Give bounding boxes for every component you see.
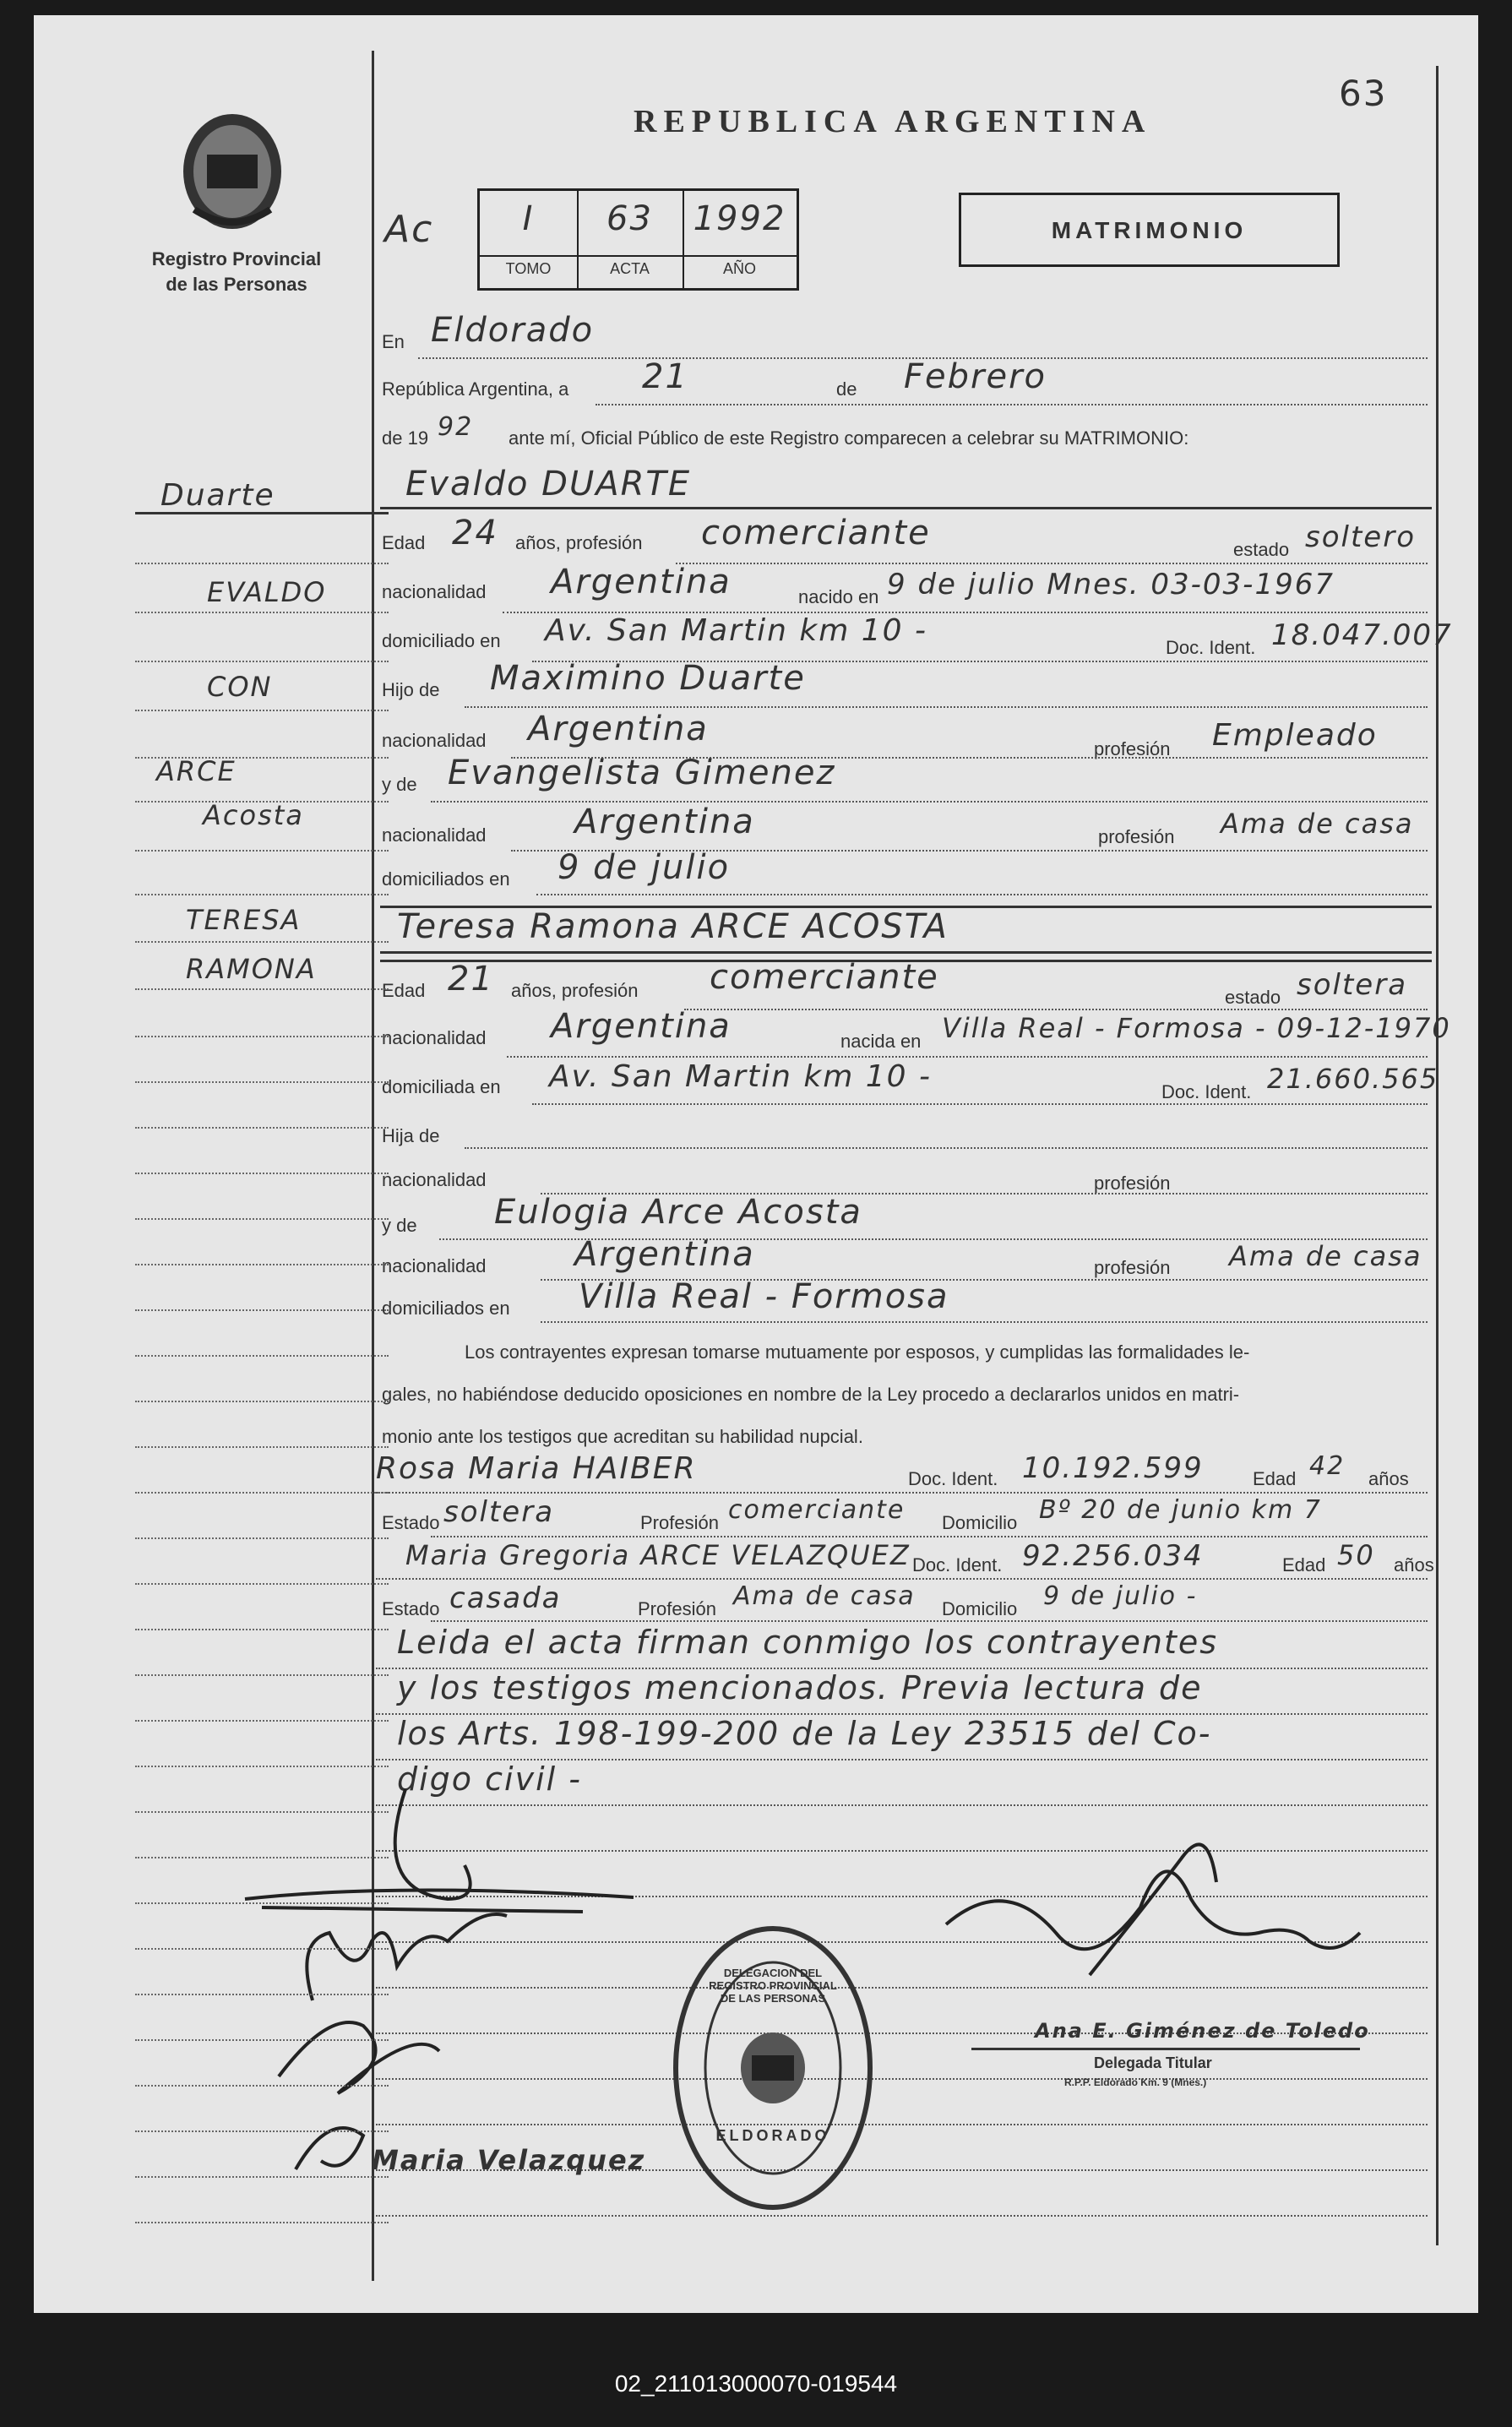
groom-estado-label: estado bbox=[1233, 539, 1290, 560]
witness2-estado: casada bbox=[449, 1581, 562, 1615]
groom-madre: Evangelista Gimenez bbox=[448, 754, 836, 792]
closing-line1: Leida el acta firman conmigo los contrayentes bbox=[397, 1624, 1219, 1661]
acta-label: ACTA bbox=[610, 260, 650, 277]
bride-estado: soltera bbox=[1297, 968, 1408, 1002]
acta-value: 63 bbox=[606, 199, 653, 238]
officer-title: Delegada Titular bbox=[1094, 2054, 1212, 2071]
act-type: MATRIMONIO bbox=[1051, 217, 1248, 243]
en-label: En bbox=[382, 331, 405, 352]
registry-name-line1: Registro Provincial bbox=[151, 248, 322, 269]
act-number-box bbox=[477, 188, 799, 291]
witness2-edad-label: Edad bbox=[1282, 1554, 1326, 1575]
year-prefix: de 19 bbox=[382, 427, 429, 449]
groom-edad: 24 bbox=[452, 514, 498, 552]
ano-value: 1992 bbox=[693, 199, 786, 238]
margin-name-groom: EVALDO bbox=[207, 576, 327, 608]
officer-signature bbox=[938, 1806, 1411, 2026]
groom-dom-label: domiciliado en bbox=[382, 630, 501, 651]
declaration-line1: Los contrayentes expresan tomarse mutuamente por esposos, y cumplidas las formalidades le- bbox=[465, 1341, 1250, 1363]
bride-nacionalidad: Argentina bbox=[551, 1007, 732, 1046]
groom-profesion: comerciante bbox=[701, 514, 931, 552]
groom-padre: Maximino Duarte bbox=[490, 659, 806, 698]
witness1-anos-label: años bbox=[1368, 1468, 1409, 1489]
witness-signature-text: Maria Velazquez bbox=[372, 2144, 646, 2176]
tomo-value: I bbox=[522, 199, 535, 238]
groom-padre-nac: Argentina bbox=[528, 710, 709, 748]
bride-hija-label: Hija de bbox=[382, 1125, 440, 1146]
witness2-estado-label: Estado bbox=[382, 1598, 440, 1619]
bride-dom-label: domiciliada en bbox=[382, 1076, 501, 1097]
closing-line4: digo civil - bbox=[397, 1760, 582, 1798]
bride-madre-nac: Argentina bbox=[574, 1235, 755, 1274]
groom-padres-dom-label: domiciliados en bbox=[382, 868, 510, 890]
witness1-dom: Bº 20 de junio km 7 bbox=[1039, 1495, 1322, 1525]
republica-label: República Argentina, a bbox=[382, 378, 569, 400]
margin-con: CON bbox=[207, 671, 273, 703]
groom-doc: 18.047.007 bbox=[1271, 618, 1453, 652]
bride-edad-label: Edad bbox=[382, 980, 426, 1001]
bride-nac-label: nacionalidad bbox=[382, 1027, 487, 1048]
de-label: de bbox=[836, 378, 857, 400]
bride-doc: 21.660.565 bbox=[1267, 1063, 1439, 1095]
groom-nacido: 9 de julio Mnes. 03-03-1967 bbox=[887, 568, 1335, 601]
witness2-doc-label: Doc. Ident. bbox=[912, 1554, 1003, 1575]
bride-domicilio: Av. San Martin km 10 - bbox=[549, 1059, 932, 1094]
bride-padre-nac-label: nacionalidad bbox=[382, 1169, 487, 1190]
declaration-line2: gales, no habiéndose deducido oposiciones en nombre de la Ley procedo a declararlos unidos en matri- bbox=[382, 1384, 1240, 1405]
groom-yde-label: y de bbox=[382, 774, 417, 795]
bride-madre-nac-label: nacionalidad bbox=[382, 1255, 487, 1276]
witness2-doc: 92.256.034 bbox=[1022, 1539, 1204, 1573]
groom-profesion-label: años, profesión bbox=[515, 532, 643, 553]
bride-nacida-label: nacida en bbox=[840, 1031, 922, 1052]
margin-surname-bride2: Acosta bbox=[203, 799, 304, 831]
bride-madre: Eulogia Arce Acosta bbox=[494, 1193, 862, 1232]
seal-text: DELEGACION DEL REGISTRO PROVINCIAL DE LAS PERSONAS bbox=[709, 1967, 837, 2005]
document-page bbox=[34, 15, 1478, 2313]
month-value: Febrero bbox=[904, 357, 1047, 396]
province-emblem-icon bbox=[177, 108, 287, 235]
margin-name-bride1: TERESA bbox=[186, 904, 302, 936]
groom-estado: soltero bbox=[1305, 520, 1416, 554]
bride-profesion: comerciante bbox=[710, 958, 939, 997]
bride-madre-prof: Ama de casa bbox=[1229, 1240, 1422, 1272]
groom-domicilio: Av. San Martin km 10 - bbox=[545, 613, 927, 648]
closing-line2: y los testigos mencionados. Previa lectura de bbox=[397, 1669, 1203, 1706]
bride-madre-prof-label: profesión bbox=[1094, 1257, 1171, 1278]
witness1-estado: soltera bbox=[443, 1495, 555, 1529]
witness2-anos-label: años bbox=[1394, 1554, 1434, 1575]
groom-padre-prof-label: profesión bbox=[1094, 738, 1171, 759]
groom-nacido-label: nacido en bbox=[798, 586, 879, 607]
country-title: REPUBLICA ARGENTINA bbox=[634, 104, 1152, 139]
bride-profesion-label: años, profesión bbox=[511, 980, 639, 1001]
witness2-dom-label: Domicilio bbox=[942, 1598, 1018, 1619]
bride-doc-label: Doc. Ident. bbox=[1161, 1081, 1252, 1102]
intro-text: ante mí, Oficial Público de este Registro comparecen a celebrar su MATRIMONIO: bbox=[509, 427, 1189, 449]
witness2-prof: Ama de casa bbox=[733, 1581, 916, 1611]
officer-office: R.P.P. Eldorado Km. 9 (Mnes.) bbox=[1064, 2076, 1207, 2088]
margin-surname-bride1: ARCE bbox=[156, 755, 237, 787]
act-type-box bbox=[959, 193, 1340, 267]
year-suffix: 92 bbox=[438, 412, 474, 442]
groom-nac-label: nacionalidad bbox=[382, 581, 487, 602]
groom-edad-label: Edad bbox=[382, 532, 426, 553]
witness1-dom-label: Domicilio bbox=[942, 1512, 1018, 1533]
seal-bottom: ELDORADO bbox=[715, 2127, 830, 2144]
witness1-estado-label: Estado bbox=[382, 1512, 440, 1533]
witness1-doc: 10.192.599 bbox=[1022, 1451, 1204, 1485]
witness2-edad: 50 bbox=[1337, 1539, 1375, 1571]
groom-madre-prof: Ama de casa bbox=[1221, 808, 1414, 840]
witness1-name: Rosa Maria HAIBER bbox=[376, 1451, 697, 1486]
closing-line3: los Arts. 198-199-200 de la Ley 23515 del Co- bbox=[397, 1715, 1212, 1752]
bride-edad: 21 bbox=[448, 960, 494, 999]
groom-padre-prof: Empleado bbox=[1212, 718, 1378, 753]
place-value: Eldorado bbox=[431, 311, 595, 350]
bride-padre-prof-label: profesión bbox=[1094, 1173, 1171, 1194]
groom-nacionalidad: Argentina bbox=[551, 563, 732, 601]
officer-name: Ana E. Giménez de Toledo bbox=[1035, 2019, 1370, 2043]
bride-name: Teresa Ramona ARCE ACOSTA bbox=[397, 907, 949, 946]
groom-name: Evaldo DUARTE bbox=[405, 465, 692, 503]
margin-surname-groom: Duarte bbox=[160, 478, 275, 513]
right-border bbox=[1436, 66, 1439, 2245]
witness2-prof-label: Profesión bbox=[638, 1598, 716, 1619]
groom-padre-nac-label: nacionalidad bbox=[382, 730, 487, 751]
day-value: 21 bbox=[642, 357, 688, 396]
witness2-name: Maria Gregoria ARCE VELAZQUEZ bbox=[405, 1539, 911, 1571]
witness1-edad: 42 bbox=[1309, 1451, 1346, 1481]
ano-label: AÑO bbox=[722, 260, 756, 277]
groom-madre-nac-label: nacionalidad bbox=[382, 824, 487, 846]
registry-name-line2: de las Personas bbox=[166, 274, 307, 295]
witness1-doc-label: Doc. Ident. bbox=[908, 1468, 998, 1489]
page-number: 63 bbox=[1339, 73, 1388, 114]
witness1-prof-label: Profesión bbox=[640, 1512, 719, 1533]
witness1-edad-label: Edad bbox=[1253, 1468, 1297, 1489]
declaration-line3: monio ante los testigos que acreditan su habilidad nupcial. bbox=[382, 1426, 863, 1447]
act-prefix: Ac bbox=[384, 208, 434, 251]
witness2-dom: 9 de julio - bbox=[1043, 1581, 1198, 1611]
groom-madre-prof-label: profesión bbox=[1098, 826, 1175, 847]
groom-madre-nac: Argentina bbox=[574, 803, 755, 841]
footer-code: 02_211013000070-019544 bbox=[614, 2370, 898, 2397]
margin-name-bride2: RAMONA bbox=[186, 953, 317, 985]
witness1-prof: comerciante bbox=[728, 1495, 906, 1525]
groom-padres-dom: 9 de julio bbox=[557, 848, 731, 887]
groom-doc-label: Doc. Ident. bbox=[1166, 637, 1256, 658]
bride-padres-dom-label: domiciliados en bbox=[382, 1298, 510, 1319]
bride-nacida: Villa Real - Formosa - 09-12-1970 bbox=[942, 1012, 1451, 1044]
bride-padres-dom: Villa Real - Formosa bbox=[579, 1277, 949, 1316]
bride-yde-label: y de bbox=[382, 1215, 417, 1236]
groom-hijo-label: Hijo de bbox=[382, 679, 440, 700]
tomo-label: TOMO bbox=[505, 260, 552, 277]
bride-estado-label: estado bbox=[1225, 987, 1281, 1008]
